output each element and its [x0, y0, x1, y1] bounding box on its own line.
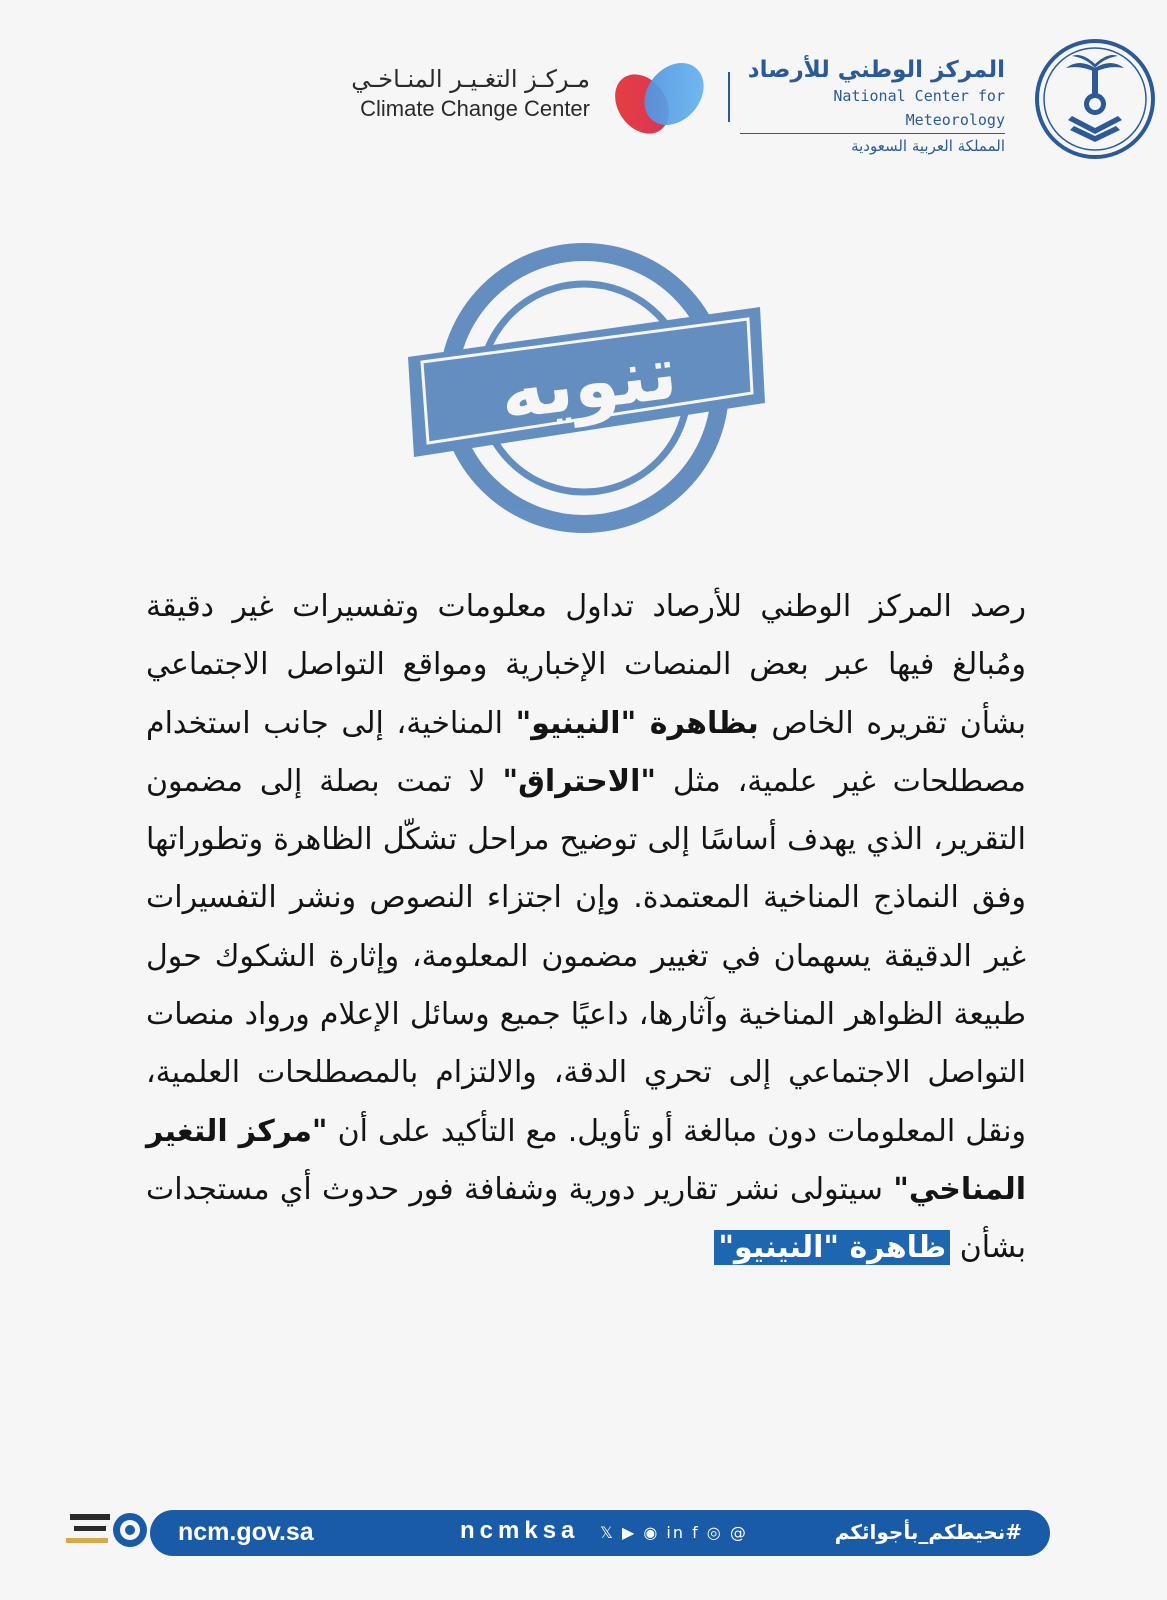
- ccc-title-block: [290, 64, 590, 124]
- website-link[interactable]: ncm.gov.sa: [178, 1518, 314, 1546]
- footer-bar: [150, 1510, 1050, 1556]
- ncm-title-block: [740, 56, 1005, 158]
- ccc-name-ar: مـركـز التغـيـر المنـاخـي: [351, 65, 590, 93]
- ncm-country-ar: المملكة العربية السعودية: [851, 137, 1005, 155]
- body-bold-elnino: بظاهرة "النينيو": [515, 705, 759, 741]
- corner-logo-icon: [60, 1500, 150, 1560]
- notice-body: [146, 578, 1026, 1278]
- header-divider: [728, 72, 730, 122]
- ncm-name-ar: المركز الوطني للأرصاد: [747, 57, 1005, 83]
- body-part-4: سيتولى نشر تقارير دورية وشفافة فور حدوث أي مستجدات بشأن: [146, 1171, 1026, 1266]
- ncm-name-en: National Center for Meteorology: [740, 84, 1005, 134]
- ccc-name-en: Climate Change Center: [360, 96, 590, 121]
- ccc-logo-icon: [612, 54, 712, 142]
- hashtag: #نحيطكم_بأجوائكم: [834, 1520, 1022, 1544]
- stamp-text: تنويه: [495, 329, 682, 437]
- body-part-3: لا تمت بصلة إلى مضمون التقرير، الذي يهدف أساسًا إلى توضيح مراحل تشكّل الظاهرة وتطوراتها وفق النماذج المناخية المعتمدة. وإن اجتزاء النصوص ونشر التفسيرات غير الدقيقة يسهمان في تغيير مضمون المعلومة، وإثارة الشكوك حول طبيعة الظواهر المناخية وآثارها، داعيًا جميع وسائل الإعلام ورواد منصات التواصل الاجتماعي إلى تحري الدقة، والالتزام بالمصطلحات العلمية، ونقل المعلومات دون مبالغة أو تأويل. مع التأكيد على أن: [146, 763, 1026, 1149]
- body-part-1: رصد المركز الوطني للأرصاد تداول معلومات وتفسيرات غير دقيقة ومُبالغ فيها عبر بعض المنصات الإخبارية ومواقع التواصل الاجتماعي بشأن تقريره الخاص: [146, 589, 1026, 741]
- header: [0, 36, 1167, 166]
- ncm-emblem-icon: [1034, 38, 1156, 160]
- body-part-2: المناخية، إلى جانب استخدام مصطلحات غير علمية، مثل: [146, 705, 1026, 799]
- body-bold-burning: "الاحتراق": [502, 763, 656, 799]
- social-handle[interactable]: ncmksa: [460, 1517, 580, 1544]
- body-bold-ccc: "مركز التغير المناخي": [146, 1113, 1026, 1207]
- social-icons[interactable]: 𝕏 ▶ ◉ in f ◎ @: [600, 1523, 748, 1542]
- notice-stamp: [408, 240, 778, 550]
- body-highlight-elnino: ظاهرة "النينيو": [714, 1230, 950, 1265]
